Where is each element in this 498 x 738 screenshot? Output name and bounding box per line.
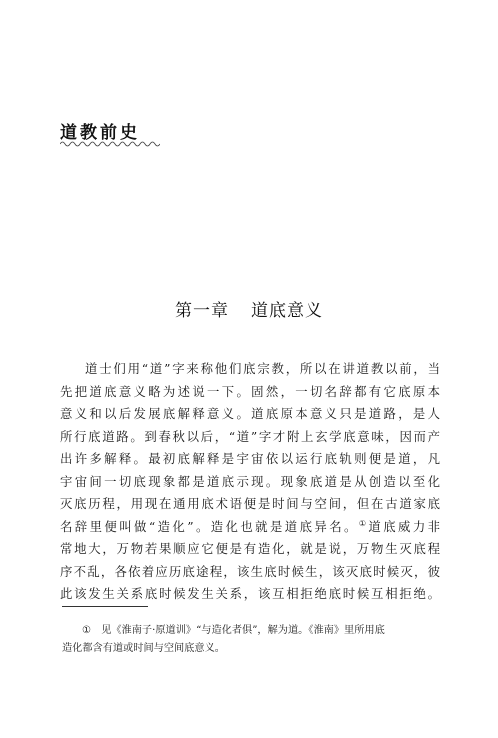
body-line: 序不乱，各依着应历底途程，该生底时候生，该灭底时候灭，彼 (60, 563, 440, 579)
body-line: 所行底道路。到春秋以后，“道”字才附上玄学底意味，因而产 (60, 428, 440, 444)
footnote-reference[interactable]: ① (358, 518, 369, 528)
body-line-text: 名辞里便叫做“造化”。造化也就是道底异名。 (60, 518, 359, 534)
footnote-line: 造化都含有道或时间与空间底意义。 (62, 643, 225, 654)
footnote-mark: ① (82, 625, 92, 636)
body-line: 常地大，万物若果顺应它便是有造化，就是说，万物生灭底程 (60, 541, 440, 556)
footnote-divider (62, 606, 148, 607)
chapter-number: 第一章 (175, 301, 229, 321)
body-line: 灭底历程，用现在通用底术语便是时间与空间，但在古道家底 (60, 496, 440, 511)
body-line: 宇宙间一切底现象都是道底示现。现象底道是从创造以至化 (60, 473, 440, 489)
body-paragraph (60, 358, 440, 606)
running-head-title: 道教前史 (60, 123, 140, 143)
footnote-line (62, 622, 442, 640)
body-line-text-tail: 道底威力非 (368, 518, 441, 534)
body-line-with-note (60, 516, 440, 539)
running-head-wave-ornament (60, 140, 160, 148)
body-line: 此该发生关系底时候发生关系，该互相拒绝底时候互相拒绝。 (60, 586, 440, 601)
body-line: 出许多解释。最初底解释是宇宙依以运行底轨则便是道，凡 (60, 451, 440, 466)
footnote-text: 见《淮南子·原道训》“与造化者俱”，解为道。《淮南》里所用底 (101, 625, 385, 636)
chapter-heading (0, 296, 498, 321)
chapter-title: 道底意义 (251, 301, 323, 321)
body-line: 先把道底意义略为述说一下。固然，一切名辞都有它底原本 (60, 383, 440, 399)
footnote (62, 622, 442, 658)
body-line: 意义和以后发展底解释意义。道底原本意义只是道路，是人 (60, 406, 440, 421)
body-line: 道士们用“道”字来称他们底宗教，所以在讲道教以前，当 (85, 361, 440, 376)
